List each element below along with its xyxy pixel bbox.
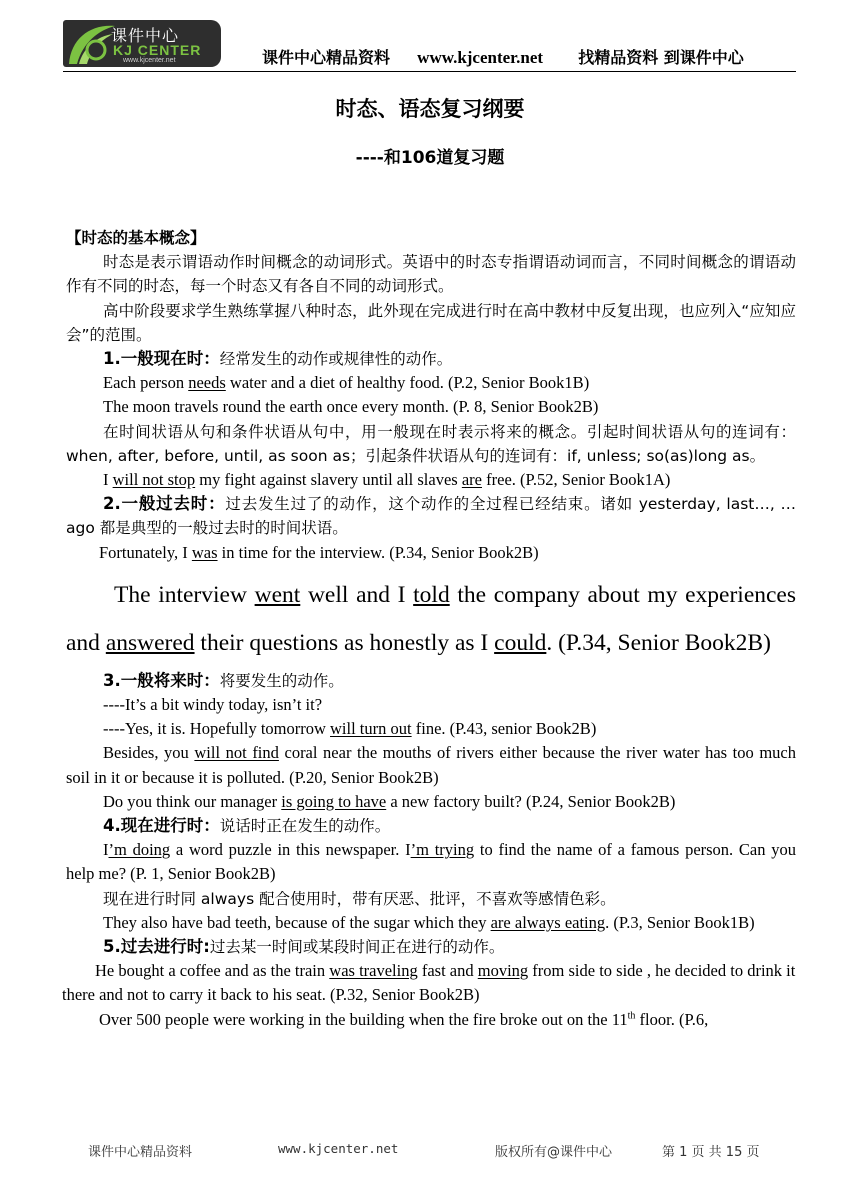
document-body (62, 226, 797, 1032)
example-sentence: I’m doing a word puzzle in this newspaper. I’m trying to find the name of a famous person. Can you help me? (P. 1, Senior Book2B) (66, 840, 797, 884)
document-title: 时态、语态复习纲要 (335, 97, 525, 121)
header-url-link[interactable]: www.kjcenter.net (417, 48, 544, 67)
grammar-note: 现在进行时同 always 配合使用时，带有厌恶、批评，不喜欢等感情色彩。 (103, 889, 616, 908)
tense-heading-present-continuous: 4.现在进行时：说话时正在发生的动作。 (103, 816, 391, 836)
footer-rights: 版权所有@课件中心 (495, 1145, 613, 1160)
footer-url: www.kjcenter.net (278, 1141, 399, 1156)
example-sentence: ----It’s a bit windy today, isn’t it? (103, 695, 323, 715)
tense-heading-simple-present: 1.一般现在时：经常发生的动作或规律性的动作。 (103, 349, 453, 369)
example-sentence: The moon travels round the earth once every month. (P. 8, Senior Book2B) (103, 397, 599, 417)
example-sentence: I will not stop my fight against slavery until all slaves are free. (P.52, Senior Book1A) (103, 470, 671, 490)
example-sentence: Fortunately, I was in time for the interview. (P.34, Senior Book2B) (99, 542, 539, 562)
header-tagline-left: 课件中心精品资料 (262, 48, 391, 67)
header-divider (63, 71, 796, 72)
example-sentence-large: The interview went well and I told the company about my experiences and answered their questions as honestly as I could. (P.34, Senior Book2B) (66, 581, 797, 656)
footer-page-number: 第 1 页 共 15 页 (662, 1145, 760, 1160)
logo-url-text: www.kjcenter.net (123, 57, 176, 64)
tense-heading-past-continuous: 5.过去进行时:过去某一时间或某段时间正在进行的动作。 (103, 937, 505, 957)
example-sentence: ----Yes, it is. Hopefully tomorrow will turn out fine. (P.43, senior Book2B) (103, 719, 597, 739)
tense-heading-simple-future: 3.一般将来时：将要发生的动作。 (103, 670, 344, 690)
example-sentence: They also have bad teeth, because of the sugar which they are always eating. (P.3, Senior Book1B) (103, 912, 755, 932)
example-sentence: He bought a coffee and as the train was traveling fast and moving from side to side , he decided to drink it there and not to carry it back to his seat. (P.32, Senior Book2B) (62, 961, 796, 1005)
intro-paragraph-1: 时态是表示谓语动作时间概念的动词形式。英语中的时态专指谓语动词而言，不同时间概念的谓语动作有不同的时态，每一个时态又有各自不同的动词形式。 (66, 253, 796, 296)
kjcenter-logo (63, 20, 221, 67)
example-sentence: Do you think our manager is going to have a new factory built? (P.24, Senior Book2B) (103, 791, 676, 811)
grammar-note: 在时间状语从句和条件状语从句中，用一般现在时表示将来的概念。引起时间状语从句的连词有：when, after, before, until, as soon as；引起条件状语从句的连词有：if, unless; so(as)long as。 (66, 422, 796, 465)
logo-chinese-text: 课件中心 (111, 26, 180, 45)
header-tagline-right: 找精品资料 到课件中心 (578, 48, 744, 67)
tense-heading-simple-past: 2.一般过去时：过去发生过了的动作，这个动作的全过程已经结束。诸如 yesterday, last…, …ago 都是典型的一般过去时的时间状语。 (66, 494, 797, 538)
example-sentence: Over 500 people were working in the building when the fire broke out on the 11th floor. (P.6, (99, 1009, 709, 1029)
section-heading: 【时态的基本概念】 (66, 229, 206, 247)
example-sentence: Each person needs water and a diet of healthy food. (P.2, Senior Book1B) (103, 373, 590, 393)
intro-paragraph-2: 高中阶段要求学生熟练掌握八种时态，此外现在完成进行时在高中教材中反复出现，也应列入“应知应会”的范围。 (66, 301, 796, 344)
example-sentence: Besides, you will not find coral near the mouths of rivers either because the river water has too much soil in it or because it is polluted. (P.20, Senior Book2B) (66, 743, 796, 787)
page-footer (0, 1141, 860, 1161)
logo-english-text: KJ CENTER (113, 42, 202, 58)
page-header (0, 0, 860, 74)
document-subtitle: ----和106道复习题 (355, 148, 505, 168)
footer-left-text: 课件中心精品资料 (88, 1145, 193, 1160)
header-tagline (262, 45, 744, 68)
